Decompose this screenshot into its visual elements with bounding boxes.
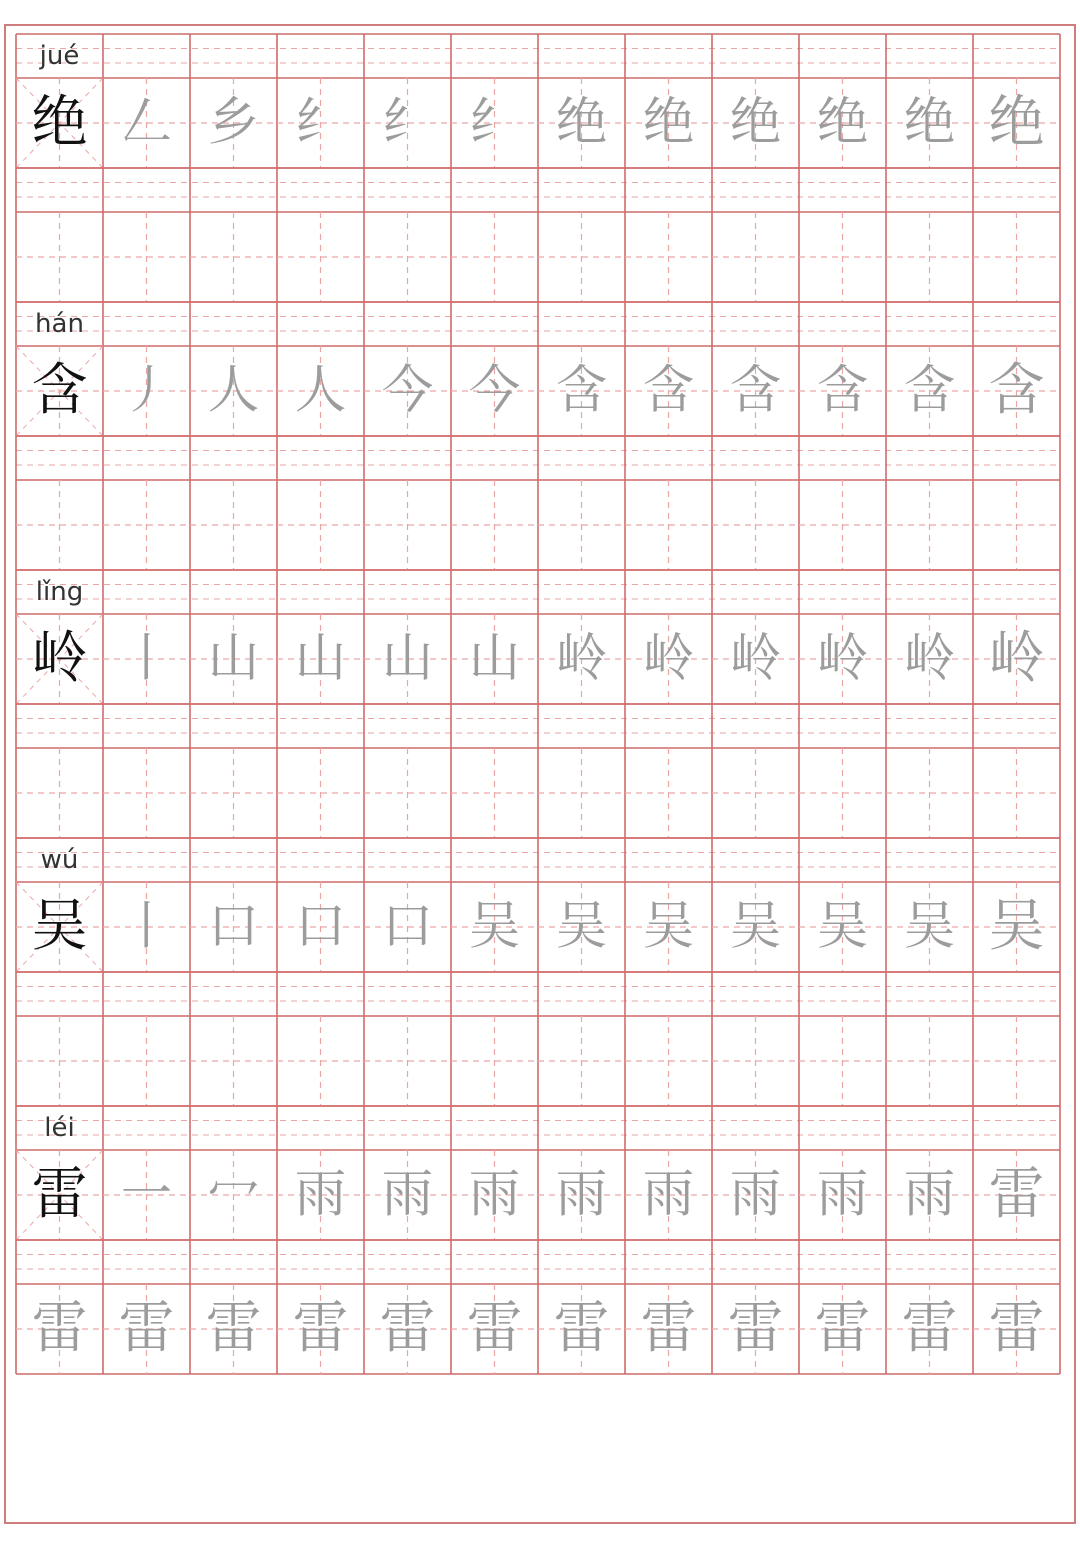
trace-character: 雷 [466, 1296, 523, 1361]
stroke-order-step: 吴 [729, 896, 782, 957]
stroke-order-step: 吴 [555, 896, 608, 957]
model-character: 绝 [31, 90, 88, 155]
model-character: 岭 [31, 626, 88, 691]
model-character: 吴 [31, 894, 88, 959]
trace-character: 雷 [814, 1296, 871, 1361]
trace-character: 绝 [988, 90, 1045, 155]
stroke-order-step: 人 [294, 360, 347, 421]
stroke-order-step: 今 [468, 360, 521, 421]
stroke-order-step: 雨 [903, 1164, 956, 1225]
pinyin-label: léi [44, 1113, 75, 1143]
stroke-order-step: 含 [729, 360, 782, 421]
stroke-order-step: 绝 [642, 92, 695, 153]
stroke-order-step: 岭 [555, 628, 608, 689]
stroke-order-step: 绝 [816, 92, 869, 153]
stroke-order-step: 口 [294, 896, 347, 957]
pinyin-label: jué [39, 41, 80, 71]
stroke-order-step: 一 [120, 1164, 173, 1225]
stroke-order-step: 口 [381, 896, 434, 957]
stroke-order-step: 丨 [120, 896, 173, 957]
stroke-order-step: 吴 [468, 896, 521, 957]
trace-character: 雷 [205, 1296, 262, 1361]
stroke-order-step: 口 [207, 896, 260, 957]
model-character: 含 [31, 358, 88, 423]
trace-character: 雷 [379, 1296, 436, 1361]
stroke-order-step: 纟 [468, 92, 521, 153]
stroke-order-step: 绝 [729, 92, 782, 153]
trace-character: 含 [988, 358, 1045, 423]
stroke-order-step: 岭 [816, 628, 869, 689]
stroke-order-step: 吴 [642, 896, 695, 957]
stroke-order-step: 雨 [381, 1164, 434, 1225]
stroke-order-step: 山 [207, 628, 260, 689]
stroke-order-step: 绝 [903, 92, 956, 153]
pinyin-label: wú [40, 845, 79, 875]
stroke-order-step: 山 [294, 628, 347, 689]
stroke-order-step: 丿 [120, 360, 173, 421]
stroke-order-step: 岭 [642, 628, 695, 689]
stroke-order-step: 𠃋 [120, 92, 173, 153]
stroke-order-step: 丨 [120, 628, 173, 689]
stroke-order-step: 含 [555, 360, 608, 421]
stroke-order-step: 含 [903, 360, 956, 421]
model-character: 雷 [31, 1162, 88, 1227]
trace-character: 雷 [640, 1296, 697, 1361]
stroke-order-step: 纟 [381, 92, 434, 153]
trace-character: 雷 [31, 1296, 88, 1361]
stroke-order-step: 纟 [294, 92, 347, 153]
stroke-order-step: 岭 [729, 628, 782, 689]
stroke-order-step: 绝 [555, 92, 608, 153]
stroke-order-step: 含 [642, 360, 695, 421]
trace-character: 雷 [727, 1296, 784, 1361]
pinyin-label: hán [35, 309, 84, 339]
trace-character: 雷 [553, 1296, 610, 1361]
stroke-order-step: 吴 [903, 896, 956, 957]
trace-character: 雷 [118, 1296, 175, 1361]
stroke-order-step: 含 [816, 360, 869, 421]
trace-character: 吴 [988, 894, 1045, 959]
stroke-order-step: 雨 [642, 1164, 695, 1225]
stroke-order-step: 山 [381, 628, 434, 689]
stroke-order-step: 雨 [468, 1164, 521, 1225]
trace-character: 岭 [988, 626, 1045, 691]
pinyin-label: lǐng [35, 577, 84, 607]
stroke-order-step: 雨 [729, 1164, 782, 1225]
stroke-order-step: 冖 [207, 1164, 260, 1225]
stroke-order-step: 山 [468, 628, 521, 689]
stroke-order-step: 岭 [903, 628, 956, 689]
trace-character: 雷 [901, 1296, 958, 1361]
stroke-order-step: 人 [207, 360, 260, 421]
trace-character: 雷 [988, 1296, 1045, 1361]
stroke-order-step: 雨 [816, 1164, 869, 1225]
stroke-order-step: 雨 [294, 1164, 347, 1225]
trace-character: 雷 [292, 1296, 349, 1361]
stroke-order-step: 乡 [207, 92, 260, 153]
stroke-order-step: 雨 [555, 1164, 608, 1225]
trace-character: 雷 [988, 1162, 1045, 1227]
stroke-order-step: 今 [381, 360, 434, 421]
stroke-order-step: 吴 [816, 896, 869, 957]
